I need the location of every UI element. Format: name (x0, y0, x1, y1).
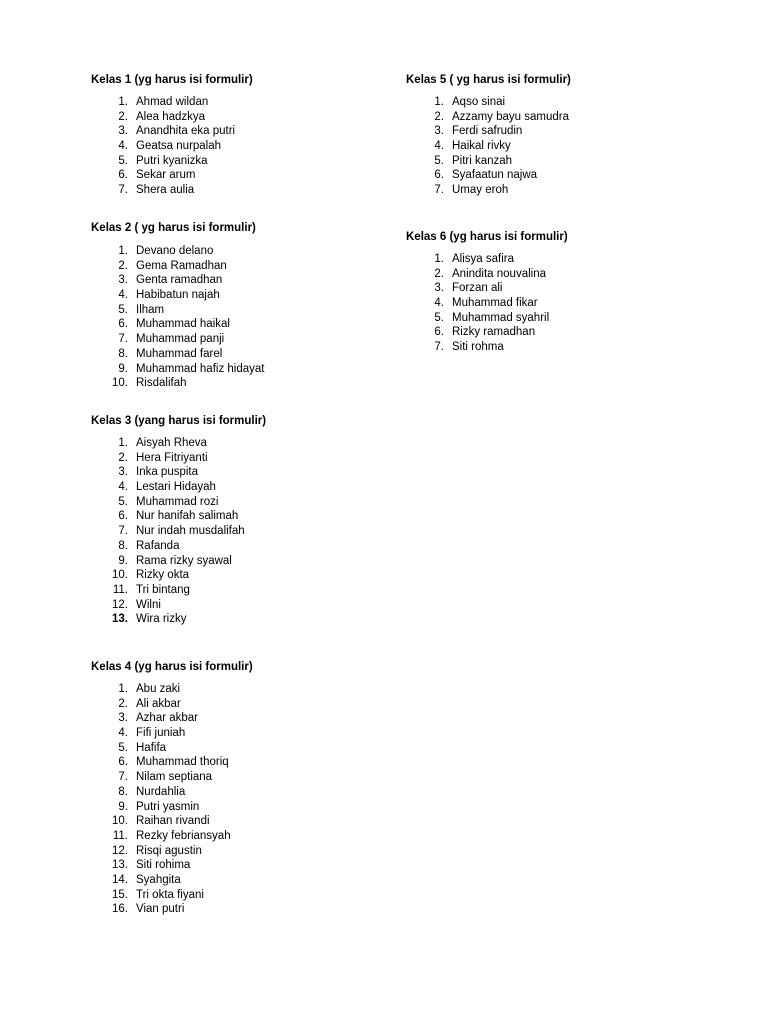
item-number: 4. (434, 140, 444, 153)
list-item (434, 139, 571, 154)
student-name: Ahmad wildan (136, 96, 209, 108)
list-item (118, 480, 266, 495)
student-name: Abu zaki (136, 683, 181, 695)
student-name: Siti rohma (452, 341, 504, 354)
list-item (118, 770, 253, 785)
section-kelas-3 (91, 414, 266, 627)
list-item (118, 697, 253, 712)
student-name: Syahgita (136, 873, 181, 886)
student-name: Genta ramadhan (136, 274, 223, 287)
section-kelas-6 (406, 230, 568, 355)
student-list (112, 244, 265, 391)
student-name: Wira rizky (136, 613, 187, 626)
list-item (112, 873, 253, 888)
item-number: 5. (434, 311, 444, 324)
student-name: Ferdi safrudin (452, 125, 523, 138)
item-number: 9. (118, 800, 128, 813)
student-name: Pitri kanzah (452, 154, 513, 167)
item-number: 6. (434, 169, 444, 182)
list-item (112, 829, 253, 844)
list-item (434, 325, 568, 340)
student-name: Muhammad haikal (136, 318, 230, 331)
item-number: 10. (112, 377, 128, 390)
item-number: 3. (434, 282, 444, 295)
student-name: Nur indah musdalifah (136, 525, 245, 538)
section-heading: Kelas 3 (yang harus isi formulir) (91, 415, 267, 427)
item-number: 4. (118, 481, 128, 494)
item-number: 3. (118, 274, 128, 287)
list-item (434, 95, 571, 110)
list-item (118, 288, 264, 303)
item-number: 12. (112, 598, 128, 611)
student-name: Alea hadzkya (136, 110, 206, 123)
item-number: 3. (118, 125, 128, 138)
item-number: 2. (118, 697, 128, 710)
list-item (118, 711, 253, 726)
list-item (434, 296, 568, 311)
list-item (118, 317, 264, 332)
list-item (434, 340, 568, 355)
list-item (118, 124, 253, 139)
student-name: Geatsa nurpalah (136, 140, 222, 153)
list-item (118, 465, 266, 480)
item-number: 7. (434, 184, 444, 197)
student-name: Rizky okta (136, 569, 190, 582)
list-item (118, 726, 253, 741)
item-number: 10. (112, 815, 128, 828)
list-item (118, 110, 253, 125)
list-item (434, 252, 568, 267)
student-name: Tri bintang (136, 583, 190, 596)
list-item (112, 612, 266, 627)
student-name: Putri yasmin (136, 800, 200, 813)
student-name: Tri okta fiyani (136, 888, 204, 901)
list-item (118, 183, 253, 198)
student-name: Raihan rivandi (136, 815, 210, 828)
student-name: Azhar akbar (136, 712, 199, 725)
item-number: 7. (118, 525, 128, 538)
student-name: Gema Ramadhan (136, 259, 227, 272)
list-item (118, 244, 264, 259)
list-item (118, 495, 266, 510)
student-name: Risqi agustin (136, 844, 202, 857)
section-kelas-5 (406, 73, 571, 198)
student-name: Devano delano (136, 245, 214, 257)
item-number: 9. (118, 554, 128, 567)
item-number: 12. (112, 844, 128, 857)
student-name: Siti rohima (136, 859, 191, 872)
list-item (434, 124, 571, 139)
list-item (118, 436, 266, 451)
student-name: Hafifa (136, 741, 167, 754)
list-item (112, 583, 266, 598)
student-name: Muhammad hafiz hidayat (136, 362, 265, 375)
student-name: Anindita nouvalina (452, 267, 546, 280)
section-heading: Kelas 5 ( yg harus isi formulir) (406, 74, 571, 86)
item-number: 2. (434, 267, 444, 280)
item-number: 2. (118, 259, 128, 272)
list-item (118, 139, 253, 154)
item-number: 3. (118, 466, 128, 479)
student-list (434, 95, 571, 198)
list-item (434, 267, 568, 282)
list-item (118, 273, 264, 288)
item-number: 5. (118, 303, 128, 316)
student-name: Muhammad fikar (452, 297, 538, 310)
list-item (434, 154, 571, 169)
list-item (112, 844, 253, 859)
item-number: 5. (434, 154, 444, 167)
list-item (118, 362, 265, 377)
student-name: Muhammad panji (136, 333, 225, 346)
item-number: 5. (118, 741, 128, 754)
student-name: Ilham (136, 303, 165, 316)
list-item (118, 451, 266, 466)
item-number: 16. (112, 903, 128, 916)
item-number: 6. (434, 326, 444, 339)
item-number: 1. (118, 96, 128, 108)
item-number: 2. (434, 110, 444, 123)
student-name: Rafanda (136, 539, 180, 552)
student-name: Muhammad syahril (452, 311, 550, 324)
item-number: 4. (118, 140, 128, 153)
item-number: 3. (434, 125, 444, 138)
list-item (112, 376, 264, 391)
student-name: Muhammad thoriq (136, 756, 229, 769)
item-number: 10. (112, 569, 128, 582)
item-number: 7. (434, 341, 444, 354)
student-name: Sekar arum (136, 169, 196, 182)
student-name: Nilam septiana (136, 771, 213, 784)
list-item (112, 568, 266, 583)
item-number: 6. (118, 169, 128, 182)
student-name: Inka puspita (136, 466, 199, 479)
list-item (434, 281, 568, 296)
section-heading: Kelas 1 (yg harus isi formulir) (91, 74, 253, 86)
student-name: Putri kyanizka (136, 154, 208, 167)
list-item (112, 902, 253, 917)
student-name: Hera Fitriyanti (136, 451, 208, 464)
student-name: Lestari Hidayah (136, 481, 216, 494)
item-number: 6. (118, 318, 128, 331)
item-number: 11. (112, 829, 128, 842)
student-name: Wilni (136, 598, 161, 611)
item-number: 8. (118, 347, 128, 360)
list-item (434, 183, 571, 198)
student-name: Forzan ali (452, 282, 503, 295)
student-name: Fifi juniah (136, 727, 186, 740)
student-list (434, 252, 568, 355)
student-name: Nurdahlia (136, 785, 186, 798)
student-name: Shera aulia (136, 184, 195, 197)
item-number: 8. (118, 539, 128, 552)
list-item (112, 858, 253, 873)
list-item (118, 539, 266, 554)
list-item (118, 332, 264, 347)
list-item (118, 154, 253, 169)
student-name: Muhammad rozi (136, 495, 219, 508)
list-item (118, 554, 266, 569)
student-name: Risdalifah (136, 377, 187, 390)
student-name: Umay eroh (452, 184, 509, 197)
item-number: 2. (118, 110, 128, 123)
list-item (112, 888, 253, 903)
list-item (118, 509, 266, 524)
section-kelas-2 (91, 221, 264, 391)
item-number: 1. (118, 683, 128, 695)
item-number: 15. (112, 888, 128, 901)
list-item (434, 168, 571, 183)
list-item (118, 259, 264, 274)
student-name: Rama rizky syawal (136, 554, 232, 567)
item-number: 4. (434, 297, 444, 310)
student-name: Aisyah Rheva (136, 437, 207, 449)
list-item (118, 524, 266, 539)
item-number: 4. (118, 727, 128, 740)
list-item (434, 311, 568, 326)
student-list (112, 682, 253, 917)
list-item (118, 741, 253, 756)
item-number: 1. (118, 245, 128, 257)
student-list (112, 436, 266, 627)
item-number: 1. (118, 437, 128, 449)
student-name: Nur hanifah salimah (136, 510, 239, 523)
item-number: 1. (434, 253, 444, 265)
item-number: 4. (118, 289, 128, 302)
student-name: Alisya safira (452, 253, 514, 265)
item-number: 7. (118, 184, 128, 197)
list-item (118, 785, 253, 800)
list-item (434, 110, 571, 125)
student-name: Vian putri (136, 903, 185, 916)
item-number: 13. (112, 859, 128, 872)
list-item (118, 682, 253, 697)
item-number: 6. (118, 510, 128, 523)
section-kelas-4 (91, 660, 253, 917)
item-number: 1. (434, 96, 444, 108)
list-item (118, 755, 253, 770)
section-heading: Kelas 2 ( yg harus isi formulir) (91, 222, 256, 234)
student-name: Muhammad farel (136, 347, 223, 360)
list-item (118, 95, 253, 110)
student-name: Aqso sinai (452, 96, 506, 108)
item-number: 6. (118, 756, 128, 769)
student-name: Ali akbar (136, 697, 181, 710)
item-number: 7. (118, 771, 128, 784)
item-number: 8. (118, 785, 128, 798)
item-number: 5. (118, 495, 128, 508)
list-item (118, 168, 253, 183)
student-name: Rizky ramadhan (452, 326, 536, 339)
list-item (112, 598, 266, 613)
student-name: Haikal rivky (452, 140, 511, 153)
list-item (118, 303, 264, 318)
list-item (118, 800, 253, 815)
student-name: Anandhita eka putri (136, 125, 236, 138)
item-number: 3. (118, 712, 128, 725)
section-kelas-1 (91, 73, 253, 198)
student-list (118, 95, 253, 198)
item-number: 11. (112, 583, 128, 596)
item-number: 2. (118, 451, 128, 464)
item-number: 13. (112, 613, 128, 626)
item-number: 14. (112, 873, 128, 886)
item-number: 9. (118, 362, 128, 375)
section-heading: Kelas 6 (yg harus isi formulir) (406, 231, 568, 243)
item-number: 5. (118, 154, 128, 167)
student-name: Azzamy bayu samudra (452, 110, 569, 123)
student-name: Syafaatun najwa (452, 169, 538, 182)
student-name: Rezky febriansyah (136, 829, 231, 842)
list-item (118, 347, 264, 362)
student-name: Habibatun najah (136, 289, 220, 302)
section-heading: Kelas 4 (yg harus isi formulir) (91, 661, 253, 673)
list-item (112, 814, 253, 829)
item-number: 7. (118, 333, 128, 346)
